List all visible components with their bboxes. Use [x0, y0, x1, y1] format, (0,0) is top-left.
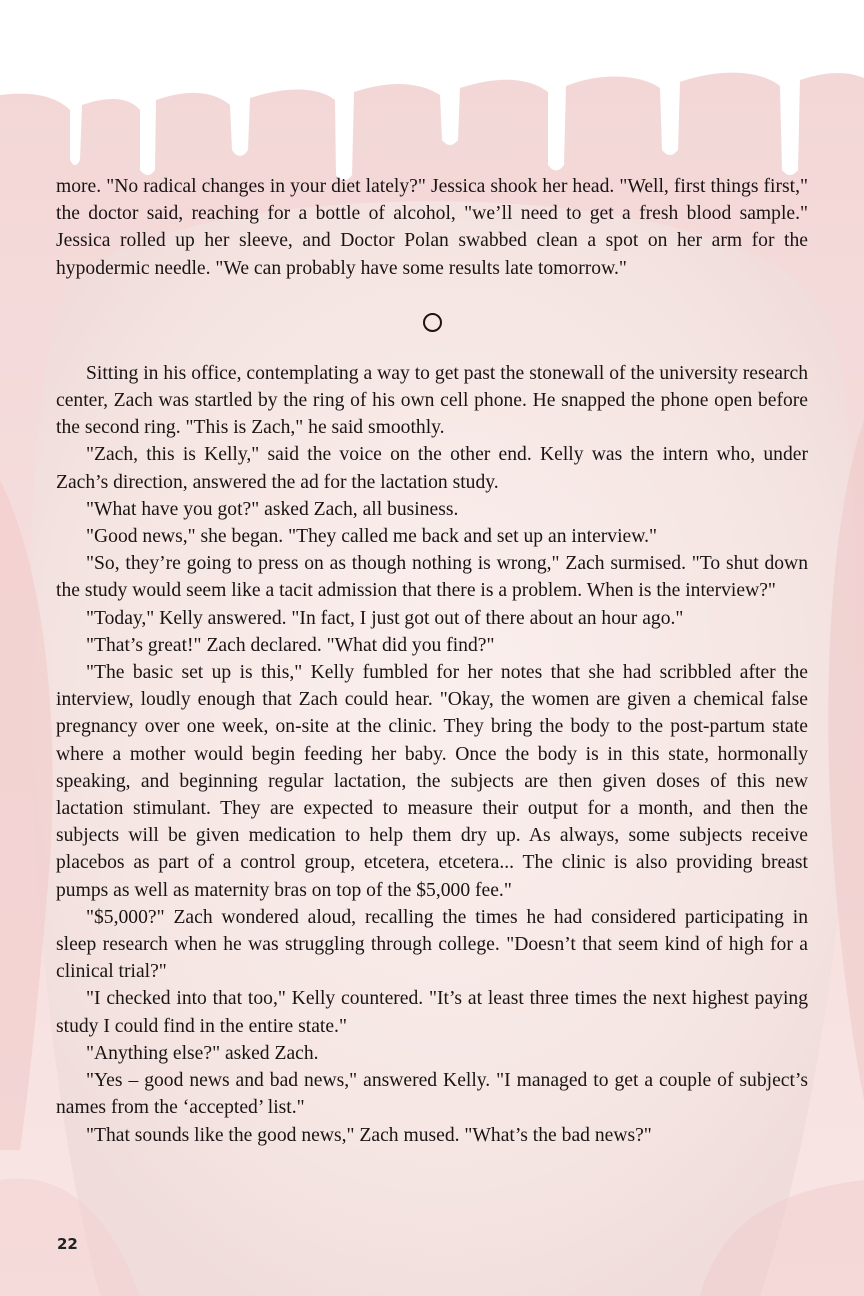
paragraph: "$5,000?" Zach wondered aloud, recalling the times he had considered participating in sleep research when he was struggling through college. "Doesn’t that seem kind of high for a clinical trial?": [56, 906, 808, 983]
paragraph: "The basic set up is this," Kelly fumbled for her notes that she had scribbled after the interview, loudly enough that Zach could hear. "Okay, the women are given a chemical false pregnancy over one week, on-site at the clinic. They bring the body to the post-partum state where a mother would begin feeding her baby. Once the body is in this state, hormonally speaking, and beginning regular lactation, the subjects are then given doses of this new lactation stimulant. They are expected to measure their output for a month, and then the subjects will be given medication to help them dry up. As always, some subjects receive placebos as part of a control group, etcetera, etcetera... The clinic is also providing breast pumps as well as maternity bras on top of the $5,000 fee.": [56, 662, 808, 901]
paragraph: "Good news," she began. "They called me back and set up an interview.": [86, 526, 658, 548]
paragraph: "That’s great!" Zach declared. "What did you find?": [86, 634, 495, 656]
top-margin: [0, 0, 864, 70]
paragraph: "I checked into that too," Kelly countered. "It’s at least three times the next highest paying study I could find in the entire state.": [56, 988, 808, 1037]
opening-paragraph: more. "No radical changes in your diet lately?" Jessica shook her head. "Well, first things first," the doctor said, reaching for a bottle of alcohol, "we’ll need to get a fresh blood sample." Jessica rolled up her sleeve, and Doctor Polan swabbed clean a spot on her arm for the hypodermic needle. "We can probably have some results late tomorrow.": [56, 176, 808, 279]
page-number: 22: [57, 1235, 78, 1253]
paragraph: Sitting in his office, contemplating a way to get past the stonewall of the university research center, Zach was startled by the ring of his own cell phone. He snapped the phone open before the second ring. "This is Zach," he said smoothly.: [56, 362, 808, 439]
section-break: [56, 296, 808, 350]
page-body: [56, 173, 808, 1149]
paragraph: "What have you got?" asked Zach, all business.: [86, 498, 459, 520]
paragraph: "Yes – good news and bad news," answered Kelly. "I managed to get a couple of subject’s names from the ‘accepted’ list.": [56, 1070, 808, 1119]
paragraph: "Today," Kelly answered. "In fact, I just got out of there about an hour ago.": [86, 607, 684, 629]
paragraph: "Anything else?" asked Zach.: [86, 1042, 319, 1064]
circle-ornament-icon: [423, 313, 442, 332]
paragraph: "Zach, this is Kelly," said the voice on the other end. Kelly was the intern who, under Zach’s direction, answered the ad for the lactation study.: [56, 444, 808, 493]
paragraph: "That sounds like the good news," Zach mused. "What’s the bad news?": [86, 1124, 652, 1146]
paragraph: "So, they’re going to press on as though nothing is wrong," Zach surmised. "To shut down the study would seem like a tacit admission that there is a problem. When is the interview?": [56, 553, 808, 602]
